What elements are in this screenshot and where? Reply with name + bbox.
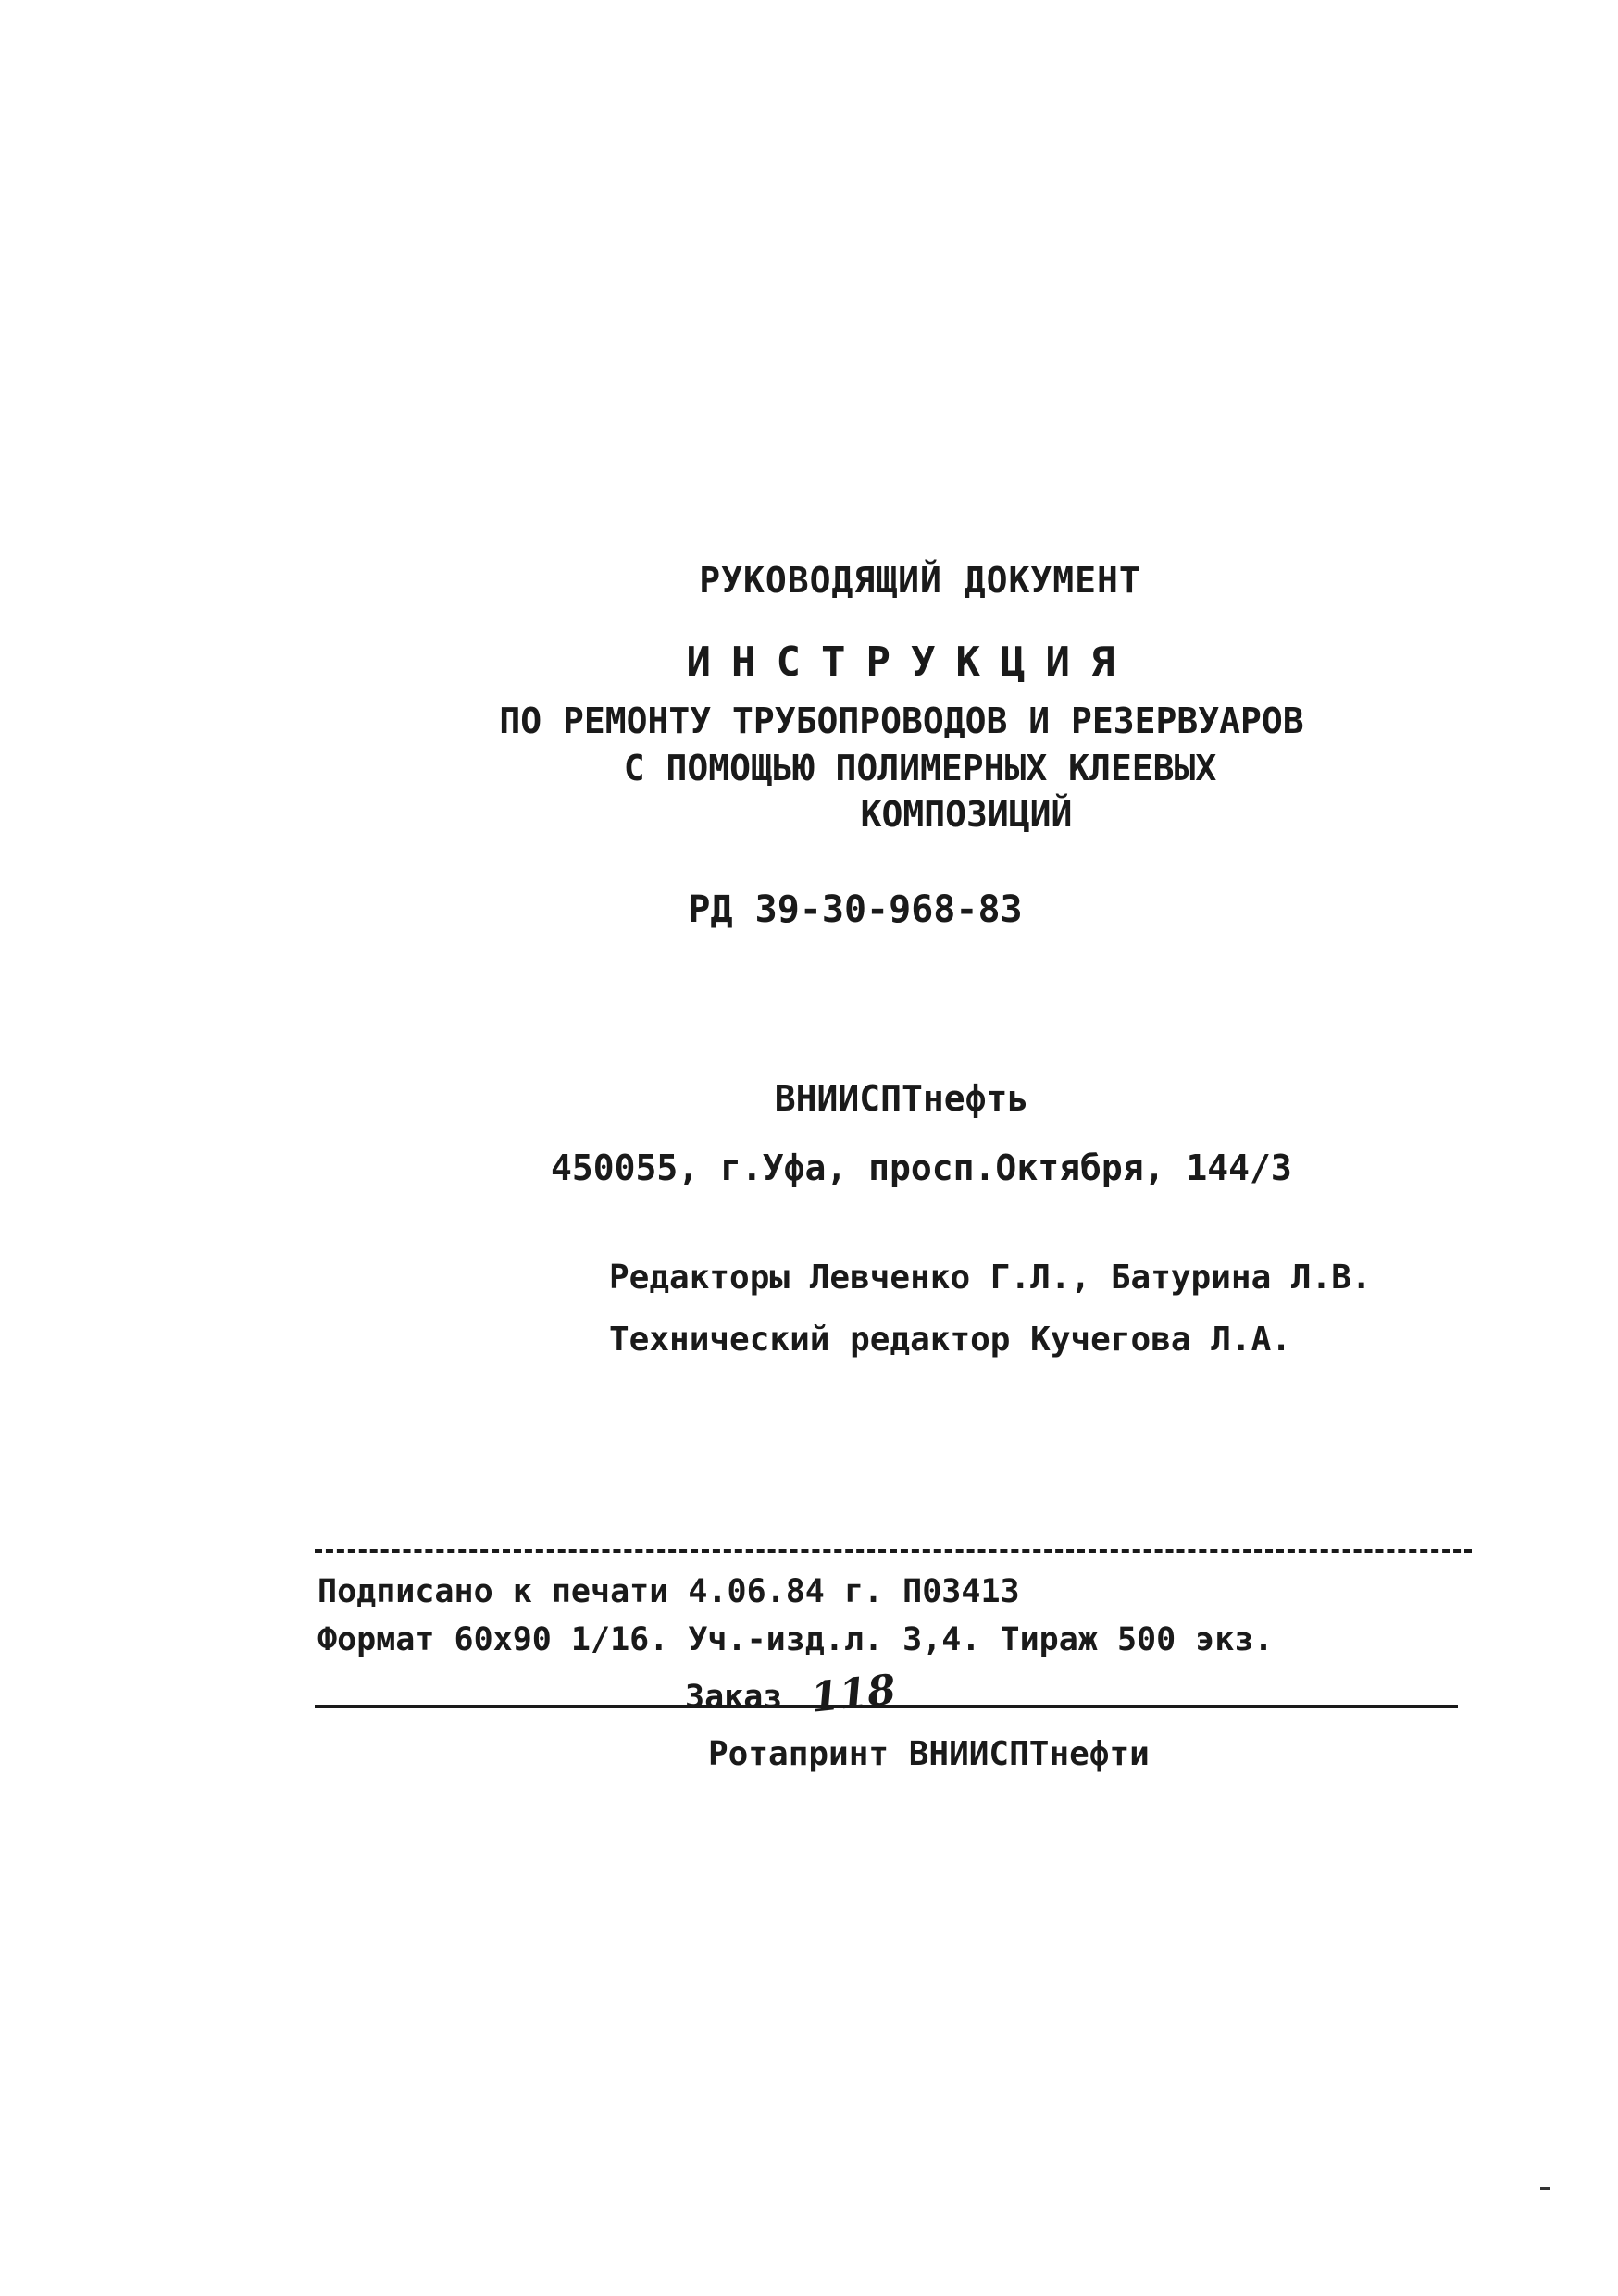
order-label: Заказ [685,1679,783,1716]
document-subtitle-line-1: ПО РЕМОНТУ ТРУБОПРОВОДОВ И РЕЗЕРВУАРОВ [499,701,1304,741]
document-code: РД 39-30-968-83 [688,888,1023,931]
imprint-bottom-divider [315,1705,1458,1708]
publisher-address: 450055, г.Уфа, просп.Октября, 144/3 [551,1148,1292,1188]
scan-speck [1540,2187,1550,2190]
imprint-top-divider [315,1549,1472,1553]
document-subtitle-line-3: КОМПОЗИЦИЙ [860,794,1073,835]
printer-credit: Ротапринт ВНИИСПТнефти [708,1735,1150,1773]
imprint-signed-line: Подписано к печати 4.06.84 г. П03413 [317,1573,1020,1610]
editors-credit: Редакторы Левченко Г.Л., Батурина Л.В. [609,1259,1372,1297]
publisher-organization: ВНИИСПТнефть [774,1078,1029,1119]
imprint-order-line [685,1666,899,1722]
technical-editor-credit: Технический редактор Кучегова Л.А. [609,1321,1291,1359]
document-type-heading: РУКОВОДЯЩИЙ ДОКУМЕНТ [699,560,1141,601]
imprint-format-line: Формат 60x90 1/16. Уч.-изд.л. 3,4. Тираж 500 экз. [317,1621,1274,1658]
document-subtitle-line-2: С ПОМОЩЬЮ ПОЛИМЕРНЫХ КЛЕЕВЫХ [623,748,1217,788]
order-number-handwritten: 118 [809,1666,899,1722]
document-title: ИНСТРУКЦИЯ [686,639,1136,686]
